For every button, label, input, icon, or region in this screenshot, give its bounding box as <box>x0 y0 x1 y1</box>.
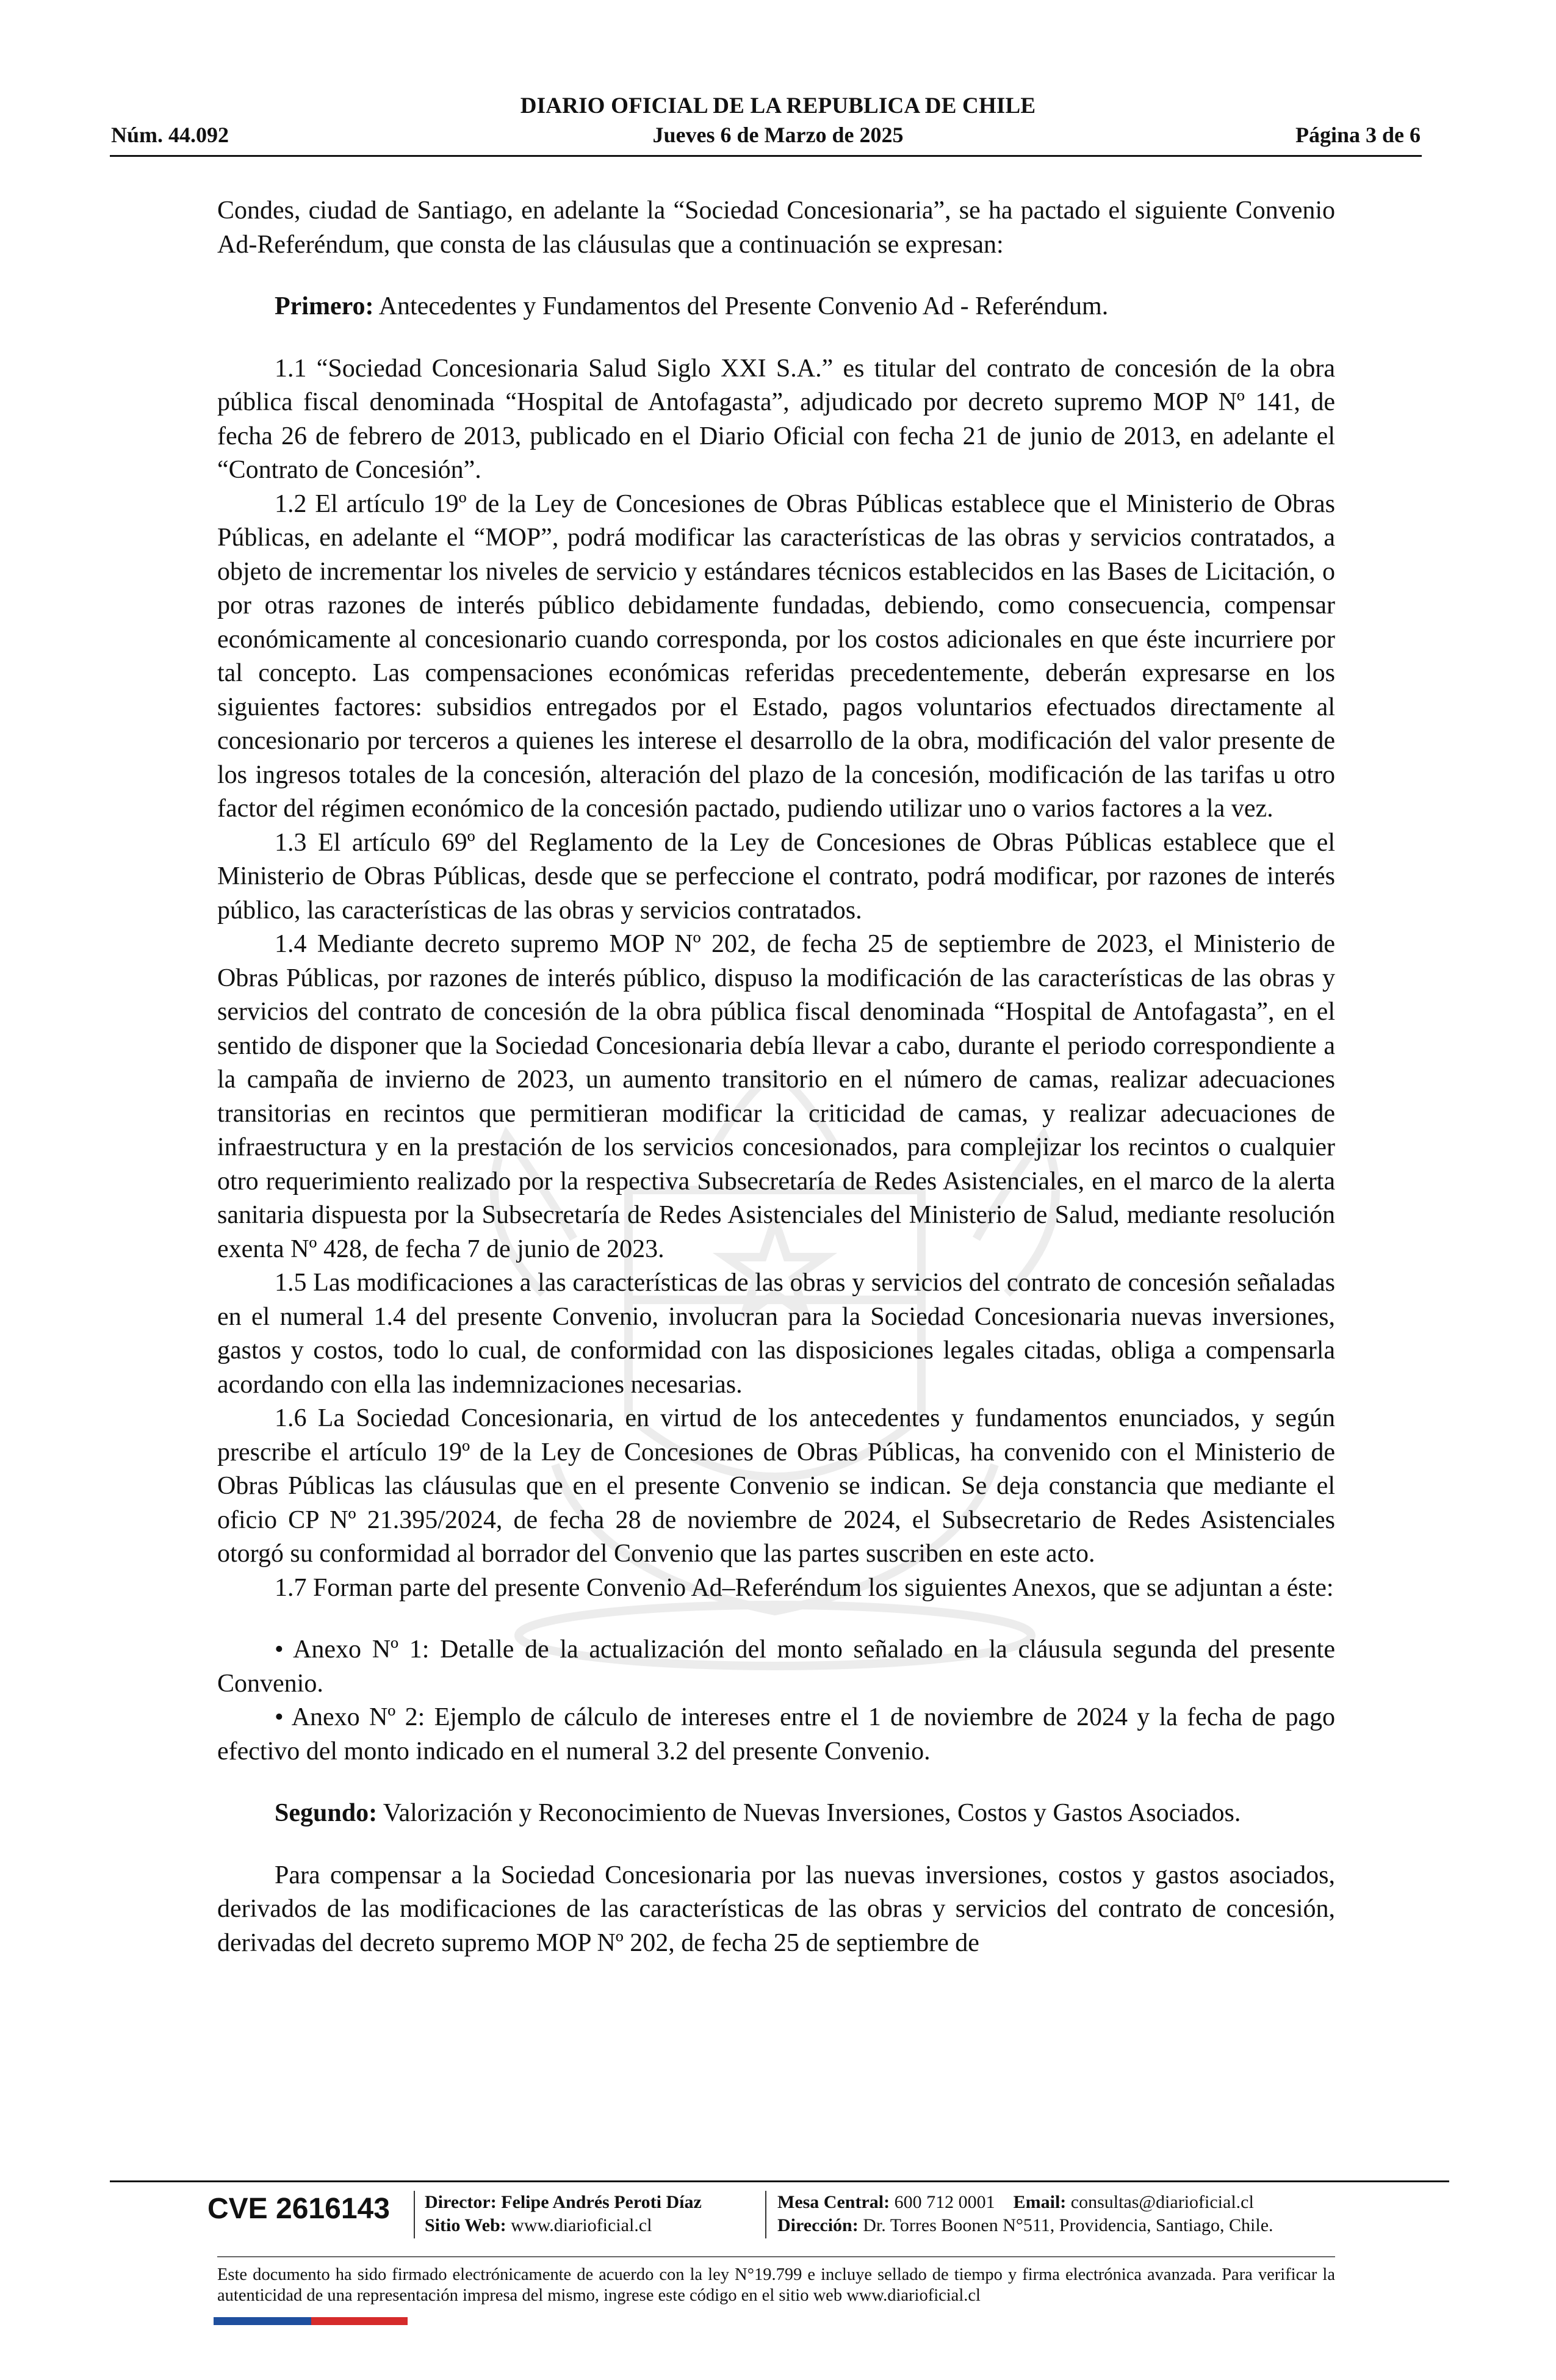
footer-separator <box>414 2191 415 2238</box>
paragraph-1-3: 1.3 El artículo 69º del Reglamento de la Ley de Concesiones de Obras Públicas establece que el Ministerio de Obras Públicas, desde que se perfeccione el contrato, podrá modificar, por razones de interés público, las características de las obras y servicios contratados. <box>217 828 1335 925</box>
footer-separator <box>765 2191 766 2238</box>
document-body <box>217 194 1335 1960</box>
footer-director-block <box>425 2191 702 2237</box>
flag-stripe-red <box>311 2317 408 2325</box>
paragraph-1-5: 1.5 Las modificaciones a las características de las obras y servicios del contrato de concesión señaladas en el numeral 1.4 del presente Convenio, involucran para la Sociedad Concesionaria nuevas inversiones, gastos y costos, todo lo cual, de conformidad con las disposiciones legales citadas, obliga a compensarla acordando con ella las indemnizaciones necesarias. <box>217 1269 1335 1399</box>
address-text: Dr. Torres Boonen N°511, Providencia, Santiago, Chile. <box>858 2215 1273 2235</box>
intro-paragraph: Condes, ciudad de Santiago, en adelante la “Sociedad Concesionaria”, se ha pactado el siguiente Convenio Ad-Referéndum, que consta de las cláusulas que a continuación se expresan: <box>217 197 1335 259</box>
footer-divider <box>110 2180 1449 2182</box>
paragraph-1-6: 1.6 La Sociedad Concesionaria, en virtud de los antecedentes y fundamentos enunciados, y según prescribe el artículo 19º de la Ley de Concesiones de Obras Públicas, ha convenido con el Ministerio de Obras Públicas las cláusulas que en el presente Convenio se indican. Se deja constancia que mediante el oficio CP Nº 21.395/2024, de fecha 28 de noviembre de 2024, el Subsecretario de Redes Asistenciales otorgó su conformidad al borrador del Convenio que las partes suscriben en este acto. <box>217 1404 1335 1568</box>
footer-contact-block <box>777 2191 1273 2237</box>
paragraph-1-4: 1.4 Mediante decreto supremo MOP Nº 202, de fecha 25 de septiembre de 2023, el Ministerio de Obras Públicas, por razones de interés público, dispuso la modificación de las características de las obras y servicios del contrato de concesión de la obra pública fiscal denominada “Hospital de Antofagasta”, en el sentido de disponer que la Sociedad Concesionaria debía llevar a cabo, durante el periodo correspondiente a la campaña de invierno de 2023, un aumento transitorio en el número de camas, realizar adecuaciones transitorias en recintos que permitieran modificar la criticidad de camas, y realizar adecuaciones de infraestructura y en la prestación de los servicios concesionados, para complejizar los recintos o cualquier otro requerimiento realizado por la respectiva Subsecretaría de Redes Asistenciales, en el marco de la alerta sanitaria dispuesta por la Subsecretaría de Redes Asistenciales del Ministerio de Salud, mediante resolución exenta Nº 428, de fecha 7 de junio de 2023. <box>217 930 1335 1263</box>
header-divider <box>110 155 1422 157</box>
issue-date: Jueves 6 de Marzo de 2025 <box>652 123 904 147</box>
clause-primero <box>217 290 1335 324</box>
newspaper-title: DIARIO OFICIAL DE LA REPUBLICA DE CHILE <box>520 93 1036 118</box>
paragraph-1-1: 1.1 “Sociedad Concesionaria Salud Siglo XXI S.A.” es titular del contrato de concesión de la obra pública fiscal denominada “Hospital de Antofagasta”, adjudicado por decreto supremo MOP Nº 141, de fecha 26 de febrero de 2013, publicado en el Diario Oficial con fecha 21 de junio de 2013, en adelante el “Contrato de Concesión”. <box>217 354 1335 484</box>
signature-note: Este documento ha sido firmado electrónicamente de acuerdo con la ley N°19.799 e incluye sellado de tiempo y firma electrónica avanzada. Para verificar la autenticidad de una representación impresa del mismo, ingrese este código en el sitio web www.diarioficial.cl <box>217 2265 1335 2305</box>
address-label: Dirección: <box>777 2215 859 2235</box>
clause-segundo <box>217 1797 1335 1831</box>
clause-segundo-title: Valorización y Reconocimiento de Nuevas Inversiones, Costos y Gastos Asociados. <box>377 1799 1241 1827</box>
paragraph-1-7: 1.7 Forman parte del presente Convenio Ad–Referéndum los siguientes Anexos, que se adjuntan a éste: <box>275 1573 1334 1602</box>
website-label: Sitio Web: <box>425 2215 506 2235</box>
issue-number: Núm. 44.092 <box>111 123 229 147</box>
paragraph-segundo: Para compensar a la Sociedad Concesionaria por las nuevas inversiones, costos y gastos asociados, derivados de las modificaciones de las características de las obras y servicios del contrato de concesión, derivadas del decreto supremo MOP Nº 202, de fecha 25 de septiembre de <box>217 1861 1335 1957</box>
phone-number: 600 712 0001 <box>890 2192 995 2212</box>
website-link[interactable]: www.diarioficial.cl <box>506 2215 652 2235</box>
footer-note-divider <box>217 2256 1335 2257</box>
clause-primero-heading: Primero: <box>275 292 374 320</box>
clause-segundo-heading: Segundo: <box>275 1799 378 1827</box>
phone-label: Mesa Central: <box>777 2192 890 2212</box>
director-label: Director: <box>425 2192 497 2212</box>
flag-stripe-blue <box>214 2317 311 2325</box>
email-label: Email: <box>1013 2192 1067 2212</box>
cve-code: CVE 2616143 <box>207 2193 390 2225</box>
director-name: Felipe Andrés Peroti Díaz <box>496 2192 702 2212</box>
annex-1-item: • Anexo Nº 1: Detalle de la actualización del monto señalado en la cláusula segunda del presente Convenio. <box>217 1635 1335 1698</box>
page-indicator: Página 3 de 6 <box>1295 123 1421 147</box>
email-link[interactable]: consultas@diarioficial.cl <box>1066 2192 1254 2212</box>
paragraph-1-2: 1.2 El artículo 19º de la Ley de Concesiones de Obras Públicas establece que el Ministerio de Obras Públicas, en adelante el “MOP”, podrá modificar las características de las obras y servicios contratados, a objeto de incrementar los niveles de servicio y estándares técnicos establecidos en las Bases de Licitación, o por otras razones de interés público debidamente fundadas, debiendo, como consecuencia, compensar económicamente al concesionario cuando corresponda, por los costos adicionales en que éste incurriere por tal concepto. Las compensaciones económicas referidas precedentemente, deberán expresarse en los siguientes factores: subsidios entregados por el Estado, pagos voluntarios efectuados directamente al concesionario por terceros a quienes les interese el desarrollo de la obra, modificación del valor presente de los ingresos totales de la concesión, alteración del plazo de la concesión, modificación de las tarifas u otro factor del régimen económico de la concesión pactado, pudiendo utilizar uno o varios factores a la vez. <box>217 489 1335 823</box>
clause-primero-title: Antecedentes y Fundamentos del Presente Convenio Ad - Referéndum. <box>373 292 1109 320</box>
annex-2-item: • Anexo Nº 2: Ejemplo de cálculo de intereses entre el 1 de noviembre de 2024 y la fecha de pago efectivo del monto indicado en el numeral 3.2 del presente Convenio. <box>217 1703 1335 1765</box>
